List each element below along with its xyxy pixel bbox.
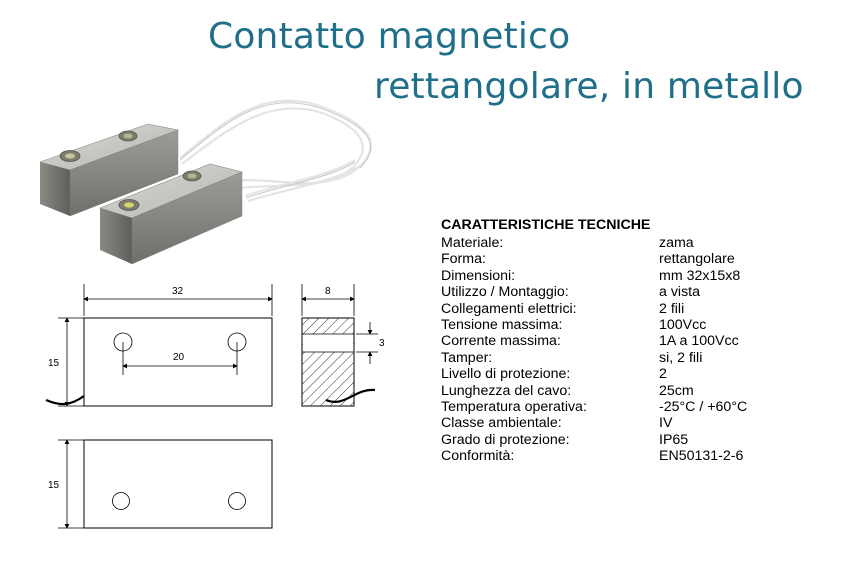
spec-value: 25cm [659, 382, 694, 399]
spec-label: Temperatura operativa: [441, 398, 587, 415]
spec-row [441, 415, 821, 431]
spec-value: IV [659, 415, 673, 432]
spec-label: Conformità: [441, 448, 515, 465]
spec-row [441, 383, 821, 399]
spec-label: Corrente massima: [441, 333, 561, 350]
product-photo [30, 86, 390, 276]
spec-row [441, 235, 821, 251]
spec-value: zama [659, 235, 694, 251]
spec-row [441, 448, 821, 464]
spec-label: Utilizzo / Montaggio: [441, 284, 569, 301]
spec-row [441, 284, 821, 300]
spec-row [441, 432, 821, 448]
spec-label: Tamper: [441, 349, 493, 366]
spec-row [441, 317, 821, 333]
spec-label: Livello di protezione: [441, 366, 571, 383]
spec-label: Collegamenti elettrici: [441, 300, 577, 317]
side-view [302, 284, 378, 406]
dim-height-top-label: 15 [48, 358, 60, 369]
spec-label: Tensione massima: [441, 316, 563, 333]
spec-row [441, 268, 821, 284]
spec-value: 2 fili [659, 300, 685, 317]
specs-heading: CARATTERISTICHE TECNICHE [441, 217, 651, 233]
spec-value: IP65 [659, 431, 689, 448]
page-title-line1: Contatto magnetico [208, 16, 571, 57]
spec-row [441, 333, 821, 349]
spec-value: a vista [659, 284, 701, 301]
bottom-view [58, 440, 272, 528]
spec-value: EN50131-2-6 [659, 448, 744, 465]
spec-value: -25°C / +60°C [659, 398, 748, 415]
technical-drawing [30, 280, 390, 585]
spec-label: Grado di protezione: [441, 431, 570, 448]
page-title-line2: rettangolare, in metallo [374, 66, 804, 107]
top-view [46, 284, 272, 406]
spec-label: Lunghezza del cavo: [441, 382, 572, 399]
spec-value: si, 2 fili [659, 349, 703, 366]
spec-label: Classe ambientale: [441, 415, 562, 432]
spec-label: Dimensioni: [441, 267, 516, 284]
dim-length-label: 32 [172, 286, 184, 297]
dim-depth-label: 8 [325, 286, 331, 297]
dim-hole-spacing-label: 20 [173, 352, 185, 363]
spec-value: mm 32x15x8 [659, 267, 741, 284]
dim-slot-label: 3 [379, 338, 385, 349]
dim-height-bottom-label: 15 [48, 480, 60, 491]
spec-value: 100Vcc [659, 316, 707, 333]
spec-value: rettangolare [659, 251, 735, 268]
spec-row [441, 366, 821, 382]
spec-label: Forma: [441, 251, 486, 268]
spec-value: 1A a 100Vcc [659, 333, 739, 350]
spec-label: Materiale: [441, 235, 504, 251]
spec-row [441, 301, 821, 317]
spec-row [441, 399, 821, 415]
spec-row [441, 251, 821, 267]
spec-value: 2 [659, 366, 667, 383]
spec-row [441, 350, 821, 366]
specs-table [441, 217, 821, 464]
